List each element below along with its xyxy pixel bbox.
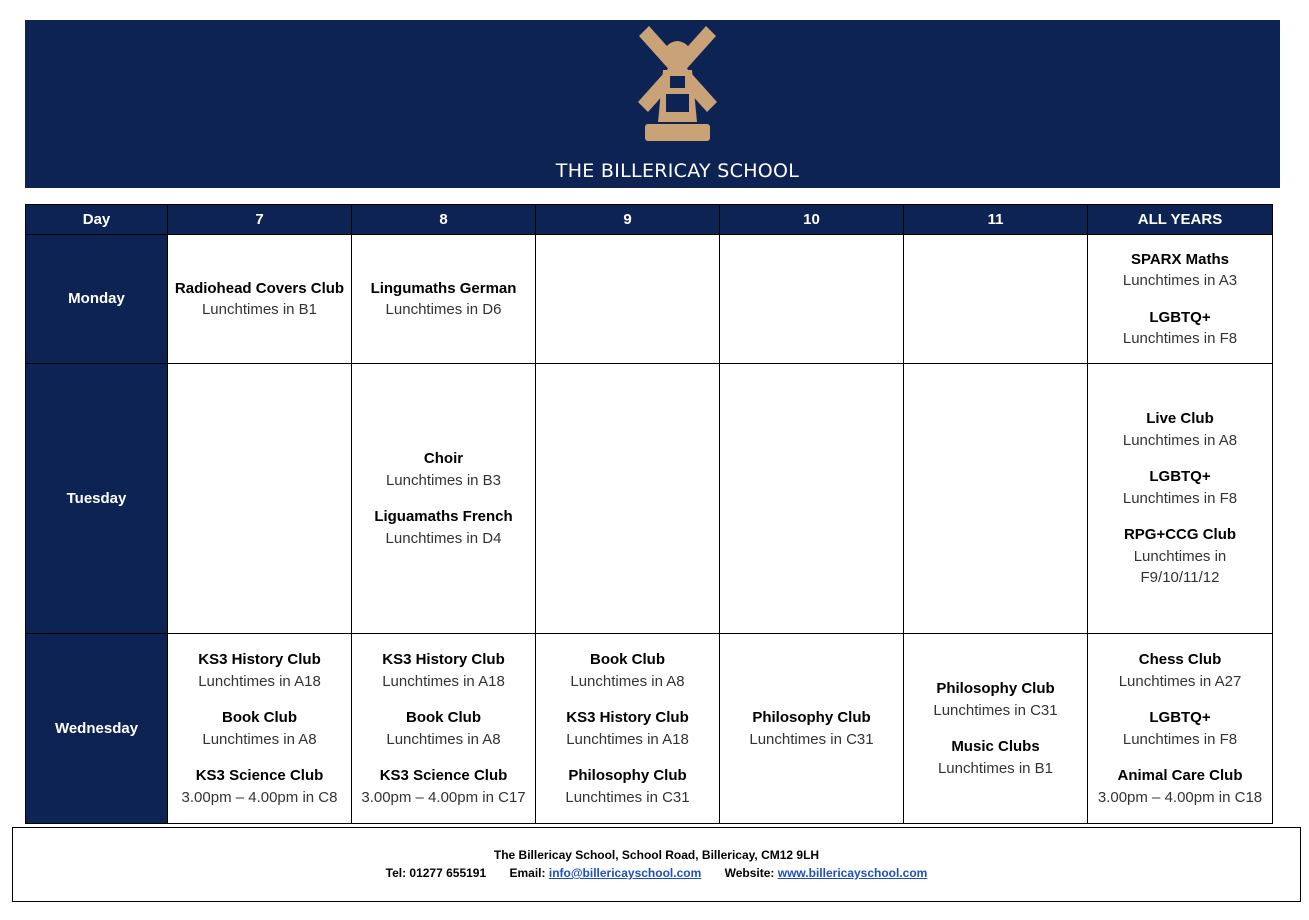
club-name: Chess Club	[1138, 651, 1222, 668]
column-header: ALL YEARS	[1088, 205, 1273, 235]
footer	[12, 827, 1301, 902]
club-time-location: Lunchtimes in A8	[570, 672, 685, 690]
timetable-cell	[1088, 634, 1273, 824]
footer-address: The Billericay School, School Road, Billericay, CM12 9LH	[493, 848, 820, 862]
club-entry	[910, 678, 1081, 721]
club-name: Music Clubs	[951, 738, 1040, 755]
club-time-location: Lunchtimes in B3	[385, 471, 502, 489]
club-time-location: Lunchtimes in A27	[1118, 672, 1242, 690]
timetable-cell	[1088, 364, 1273, 634]
day-cell: Wednesday	[26, 634, 168, 824]
club-name: Book Club	[590, 651, 665, 668]
club-name: Philosophy Club	[752, 709, 871, 726]
timetable-cell	[168, 634, 352, 824]
club-entry	[910, 736, 1081, 779]
club-time-location: 3.00pm – 4.00pm in C8	[181, 788, 338, 806]
club-name: Book Club	[406, 709, 481, 726]
club-entry	[174, 765, 345, 808]
club-name: RPG+CCG Club	[1123, 526, 1237, 544]
club-entry	[726, 707, 897, 750]
club-name: Lingumaths German	[370, 279, 517, 297]
timetable-cell	[536, 364, 720, 634]
school-name: THE BILLERICAY SCHOOL	[555, 160, 800, 182]
club-name: Animal Care Club	[1117, 767, 1243, 784]
club-time-location: Lunchtimes in C31	[565, 788, 690, 806]
club-time-location: Lunchtimes in F8	[1122, 330, 1238, 347]
club-entry	[1094, 249, 1266, 292]
club-time-location: Lunchtimes in C31	[933, 701, 1058, 719]
club-name: Book Club	[222, 709, 297, 726]
club-name: Liguamaths French	[374, 508, 513, 525]
timetable-cell	[536, 634, 720, 824]
club-entry	[174, 278, 345, 321]
club-time-location: Lunchtimes in A8	[386, 730, 501, 748]
column-header: 7	[168, 205, 352, 235]
club-name: LGBTQ+	[1149, 709, 1211, 726]
club-entry	[1094, 307, 1266, 350]
club-entry	[1094, 765, 1266, 808]
footer-email-label: Email:	[509, 866, 546, 880]
day-cell: Monday	[26, 235, 168, 364]
club-time-location: Lunchtimes in A18	[198, 672, 321, 690]
timetable-cell	[904, 235, 1088, 364]
club-name: KS3 History Club	[566, 709, 689, 726]
club-time-location: Lunchtimes in C31	[749, 730, 874, 748]
club-name: Philosophy Club	[936, 680, 1055, 697]
club-time-location: Lunchtimes in A3	[1122, 272, 1238, 289]
column-header: Day	[26, 205, 168, 235]
club-entry	[358, 649, 529, 692]
club-entry	[358, 278, 529, 321]
day-cell: Tuesday	[26, 364, 168, 634]
club-name: LGBTQ+	[1149, 308, 1211, 326]
club-time-location: Lunchtimes in A8	[1122, 431, 1238, 449]
club-name: KS3 Science Club	[195, 767, 324, 784]
club-time-location: Lunchtimes in D6	[385, 301, 502, 318]
club-name: Live Club	[1146, 410, 1214, 428]
column-header: 9	[536, 205, 720, 235]
footer-website-label: Website:	[724, 866, 775, 880]
club-time-location: Lunchtimes in A8	[202, 730, 317, 748]
club-time-location: Lunchtimes in F8	[1122, 730, 1238, 748]
club-name: Radiohead Covers Club	[174, 279, 345, 297]
email-link[interactable]: info@billericayschool.com	[548, 866, 702, 880]
timetable-cell	[720, 634, 904, 824]
club-entry	[542, 707, 713, 750]
timetable-cell	[720, 364, 904, 634]
header-banner	[25, 20, 1280, 188]
table-row	[26, 634, 1273, 824]
club-entry	[542, 765, 713, 808]
club-name: LGBTQ+	[1149, 468, 1211, 486]
club-name: Choir	[423, 450, 464, 467]
column-header: 11	[904, 205, 1088, 235]
club-entry	[542, 649, 713, 692]
timetable-cell	[168, 364, 352, 634]
timetable-cell	[352, 634, 536, 824]
club-entry	[358, 765, 529, 808]
club-name: Philosophy Club	[568, 767, 687, 784]
club-name: KS3 History Club	[382, 651, 505, 668]
club-entry	[358, 707, 529, 750]
club-time-location: Lunchtimes in B1	[937, 759, 1054, 777]
club-time-location: 3.00pm – 4.00pm in C18	[1097, 788, 1263, 806]
club-time-location: Lunchtimes in D4	[385, 529, 502, 547]
club-entry	[1094, 408, 1266, 451]
club-entry	[358, 506, 529, 549]
footer-tel: Tel: 01277 655191	[385, 866, 487, 880]
club-entry	[1094, 649, 1266, 692]
clubs-timetable	[25, 204, 1273, 824]
timetable-cell	[1088, 235, 1273, 364]
club-entry	[1094, 707, 1266, 750]
club-time-location: Lunchtimes in A18	[566, 730, 689, 748]
club-entry	[1094, 466, 1266, 509]
club-name: SPARX Maths	[1130, 250, 1230, 268]
timetable-cell	[536, 235, 720, 364]
club-name: KS3 History Club	[198, 651, 321, 668]
club-entry	[358, 448, 529, 491]
club-time-location: Lunchtimes in A18	[382, 672, 505, 690]
club-name: KS3 Science Club	[379, 767, 508, 784]
table-row	[26, 235, 1273, 364]
timetable-cell	[904, 364, 1088, 634]
table-row	[26, 364, 1273, 634]
windmill-icon	[625, 24, 730, 146]
club-time-location: Lunchtimes in F9/10/11/12	[1133, 547, 1227, 587]
timetable-cell	[352, 235, 536, 364]
timetable-cell	[352, 364, 536, 634]
timetable-cell	[720, 235, 904, 364]
club-entry	[174, 707, 345, 750]
timetable-cell	[904, 634, 1088, 824]
header-row	[26, 205, 1273, 235]
column-header: 8	[352, 205, 536, 235]
club-time-location: Lunchtimes in B1	[201, 301, 318, 318]
timetable-cell	[168, 235, 352, 364]
column-header: 10	[720, 205, 904, 235]
club-time-location: Lunchtimes in F8	[1122, 489, 1238, 507]
club-time-location: 3.00pm – 4.00pm in C17	[361, 788, 526, 806]
footer-contact	[13, 866, 1300, 880]
club-entry	[174, 649, 345, 692]
club-entry	[1094, 524, 1266, 589]
website-link[interactable]: www.billericayschool.com	[777, 866, 928, 880]
